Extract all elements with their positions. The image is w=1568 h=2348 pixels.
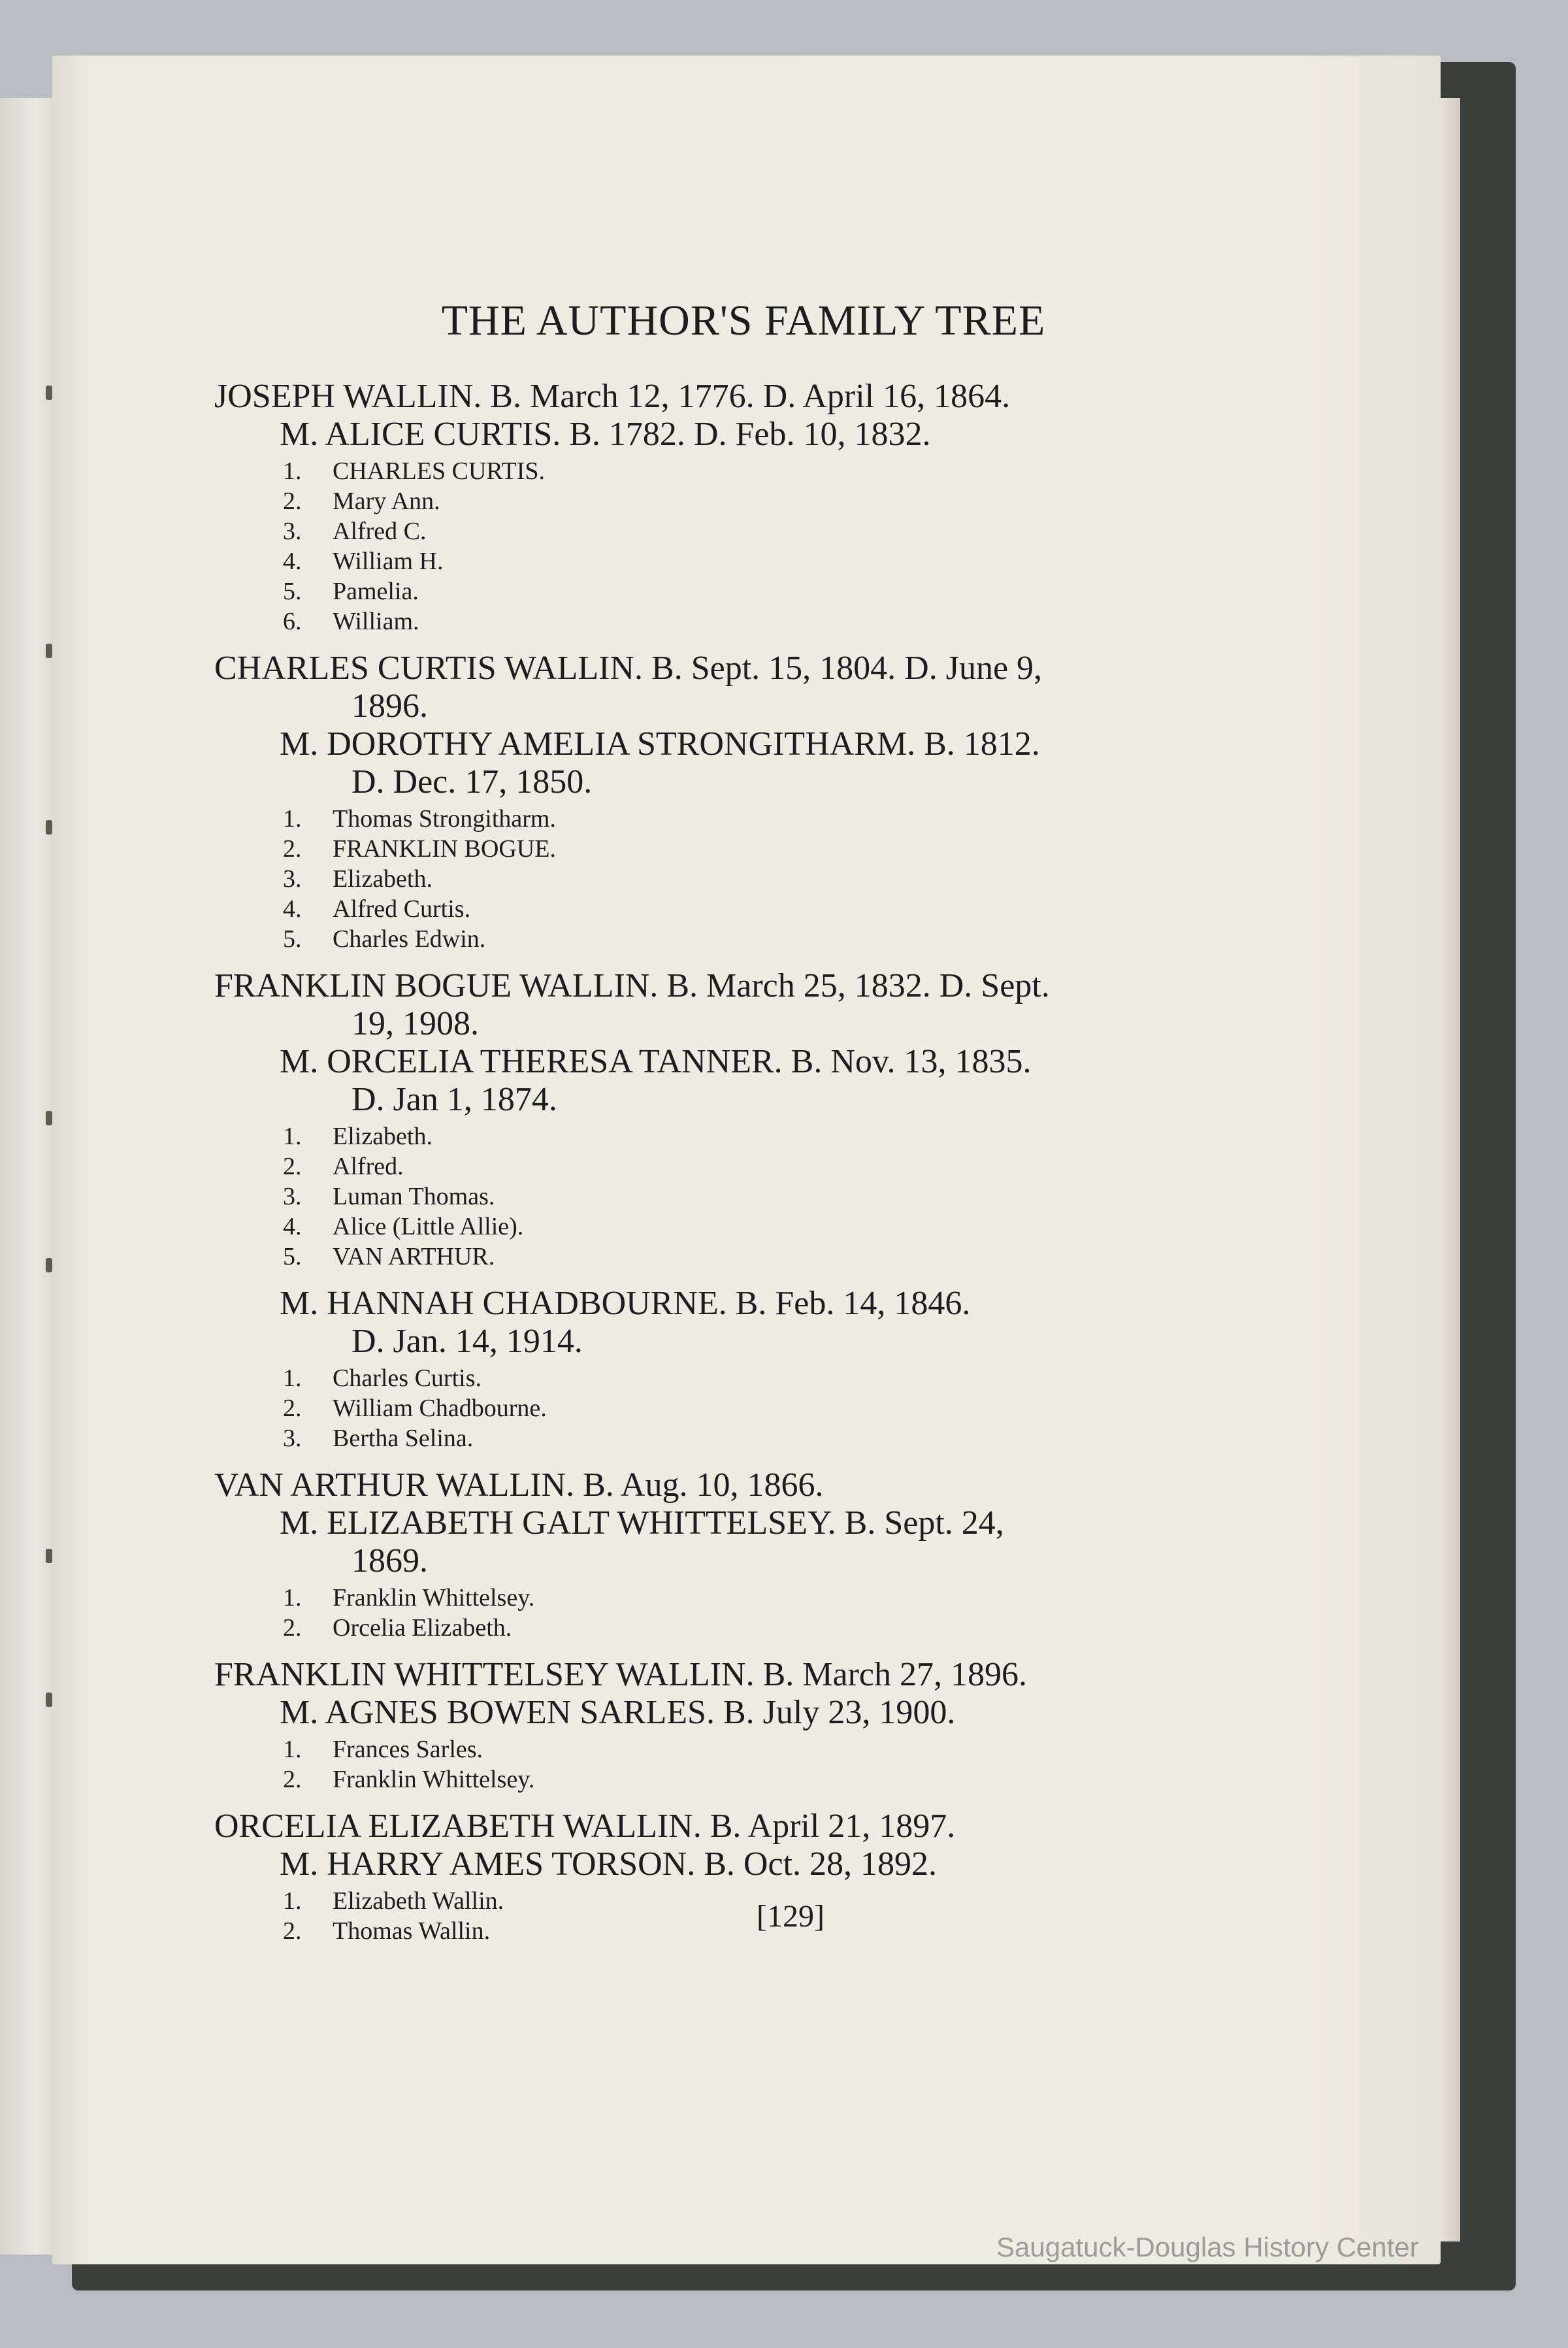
spouse-line: M. HARRY AMES TORSON. B. Oct. 28, 1892.	[280, 1845, 937, 1883]
child-item	[283, 1121, 1188, 1151]
child-name: Charles Curtis.	[333, 1364, 482, 1392]
child-name: Pamelia.	[333, 577, 419, 605]
child-item	[283, 1363, 1188, 1393]
child-number: 1.	[283, 457, 302, 485]
child-item	[283, 576, 1188, 606]
child-item	[283, 1583, 1188, 1613]
child-number: 5.	[283, 925, 302, 953]
binding-stitch-hole	[46, 1549, 52, 1563]
binding-stitch-hole	[46, 820, 52, 835]
child-number: 3.	[283, 517, 302, 545]
spouse-line-continued: D. Dec. 17, 1850.	[351, 763, 593, 801]
child-number: 2.	[283, 1765, 302, 1793]
child-item	[283, 1212, 1188, 1242]
spouse-line: M. HANNAH CHADBOURNE. B. Feb. 14, 1846.	[280, 1284, 971, 1322]
child-name: William H.	[333, 547, 444, 575]
spouse-line-continued: D. Jan 1, 1874.	[351, 1080, 557, 1118]
generation-entry	[214, 378, 1188, 637]
person-heading: JOSEPH WALLIN. B. March 12, 1776. D. April 16, 1864.	[214, 377, 1011, 415]
child-number: 1.	[283, 1735, 302, 1763]
page-number: [129]	[757, 1899, 825, 1934]
child-name: Thomas Wallin.	[333, 1917, 491, 1945]
person-heading: CHARLES CURTIS WALLIN. B. Sept. 15, 1804. D. June 9,	[214, 649, 1043, 687]
spouse-line-continued: 1869.	[351, 1542, 428, 1579]
child-item	[283, 456, 1188, 486]
genealogy-entries	[214, 378, 1188, 1946]
family-tree-content	[214, 297, 1188, 1959]
child-number: 1.	[283, 1122, 302, 1150]
child-name: William.	[333, 607, 419, 635]
child-item	[283, 834, 1188, 864]
child-item	[283, 546, 1188, 576]
child-item	[283, 1151, 1188, 1182]
child-item	[283, 1734, 1188, 1764]
child-number: 4.	[283, 1212, 302, 1240]
child-name: Frances Sarles.	[333, 1735, 483, 1763]
child-name: Luman Thomas.	[333, 1182, 495, 1210]
child-item	[283, 894, 1188, 924]
child-number: 1.	[283, 1887, 302, 1915]
child-item	[283, 1242, 1188, 1272]
child-item	[283, 1182, 1188, 1212]
child-item	[283, 486, 1188, 516]
page-title: THE AUTHOR'S FAMILY TREE	[441, 297, 1046, 344]
spouse-line: M. AGNES BOWEN SARLES. B. July 23, 1900.	[280, 1693, 956, 1731]
child-item	[283, 606, 1188, 637]
child-number: 4.	[283, 895, 302, 923]
child-number: 2.	[283, 1394, 302, 1422]
binding-stitch-hole	[46, 1258, 52, 1272]
spouse-line: M. DOROTHY AMELIA STRONGITHARM. B. 1812.	[280, 725, 1040, 763]
binding-stitch-hole	[46, 644, 52, 658]
child-item	[283, 1423, 1188, 1453]
child-item	[283, 1613, 1188, 1643]
binding-stitch-hole	[46, 386, 52, 400]
children-list	[214, 1734, 1188, 1794]
child-number: 3.	[283, 865, 302, 893]
child-item	[283, 516, 1188, 546]
generation-entry	[214, 1466, 1188, 1643]
child-name: CHARLES CURTIS.	[333, 457, 545, 485]
child-name: Alfred.	[333, 1152, 404, 1180]
child-item	[283, 1764, 1188, 1794]
child-name: Orcelia Elizabeth.	[333, 1613, 512, 1642]
child-name: William Chadbourne.	[333, 1394, 547, 1422]
child-name: Charles Edwin.	[333, 925, 486, 953]
spouse-line: M. ALICE CURTIS. B. 1782. D. Feb. 10, 1832.	[280, 415, 931, 453]
child-number: 3.	[283, 1182, 302, 1210]
child-name: Mary Ann.	[333, 487, 440, 515]
child-number: 1.	[283, 804, 302, 833]
child-number: 2.	[283, 487, 302, 515]
generation-entry	[214, 650, 1188, 954]
person-heading-continued: 19, 1908.	[351, 1004, 479, 1042]
generation-entry	[214, 967, 1188, 1453]
child-number: 1.	[283, 1364, 302, 1392]
child-number: 2.	[283, 1152, 302, 1180]
child-name: VAN ARTHUR.	[333, 1242, 495, 1270]
child-name: Alfred Curtis.	[333, 895, 471, 923]
spouse-line: M. ORCELIA THERESA TANNER. B. Nov. 13, 1835.	[280, 1042, 1032, 1080]
person-heading: FRANKLIN WHITTELSEY WALLIN. B. March 27, 1896.	[214, 1655, 1027, 1693]
child-number: 5.	[283, 1242, 302, 1270]
child-item	[283, 864, 1188, 894]
child-number: 6.	[283, 607, 302, 635]
child-number: 1.	[283, 1583, 302, 1612]
binding-stitch-hole	[46, 1693, 52, 1707]
child-name: Elizabeth.	[333, 1122, 433, 1150]
children-list	[214, 456, 1188, 637]
child-item	[283, 924, 1188, 954]
child-name: FRANKLIN BOGUE.	[333, 835, 556, 863]
child-item	[283, 1393, 1188, 1423]
person-heading-continued: 1896.	[351, 687, 428, 725]
person-heading: ORCELIA ELIZABETH WALLIN. B. April 21, 1897.	[214, 1807, 956, 1845]
person-heading: FRANKLIN BOGUE WALLIN. B. March 25, 1832. D. Sept.	[214, 967, 1050, 1004]
child-number: 3.	[283, 1424, 302, 1452]
child-number: 2.	[283, 1613, 302, 1642]
child-item	[283, 804, 1188, 834]
binding-stitch-hole	[46, 1111, 52, 1125]
spouse-line: M. ELIZABETH GALT WHITTELSEY. B. Sept. 24,	[280, 1504, 1004, 1542]
child-name: Bertha Selina.	[333, 1424, 474, 1452]
children-list	[214, 804, 1188, 954]
children-list	[214, 1363, 1188, 1453]
person-heading: VAN ARTHUR WALLIN. B. Aug. 10, 1866.	[214, 1466, 824, 1504]
child-name: Alfred C.	[333, 517, 427, 545]
children-list	[214, 1583, 1188, 1643]
child-name: Franklin Whittelsey.	[333, 1583, 535, 1612]
spouse-line-continued: D. Jan. 14, 1914.	[351, 1322, 583, 1360]
child-name: Alice (Little Allie).	[333, 1212, 524, 1240]
generation-entry	[214, 1656, 1188, 1794]
watermark-text: Saugatuck-Douglas History Center	[996, 2232, 1419, 2262]
child-number: 5.	[283, 577, 302, 605]
child-number: 2.	[283, 1917, 302, 1945]
child-name: Elizabeth Wallin.	[333, 1887, 504, 1915]
child-number: 2.	[283, 835, 302, 863]
child-name: Franklin Whittelsey.	[333, 1765, 535, 1793]
child-number: 4.	[283, 547, 302, 575]
child-name: Thomas Strongitharm.	[333, 804, 556, 833]
children-list	[214, 1121, 1188, 1272]
child-name: Elizabeth.	[333, 865, 433, 893]
